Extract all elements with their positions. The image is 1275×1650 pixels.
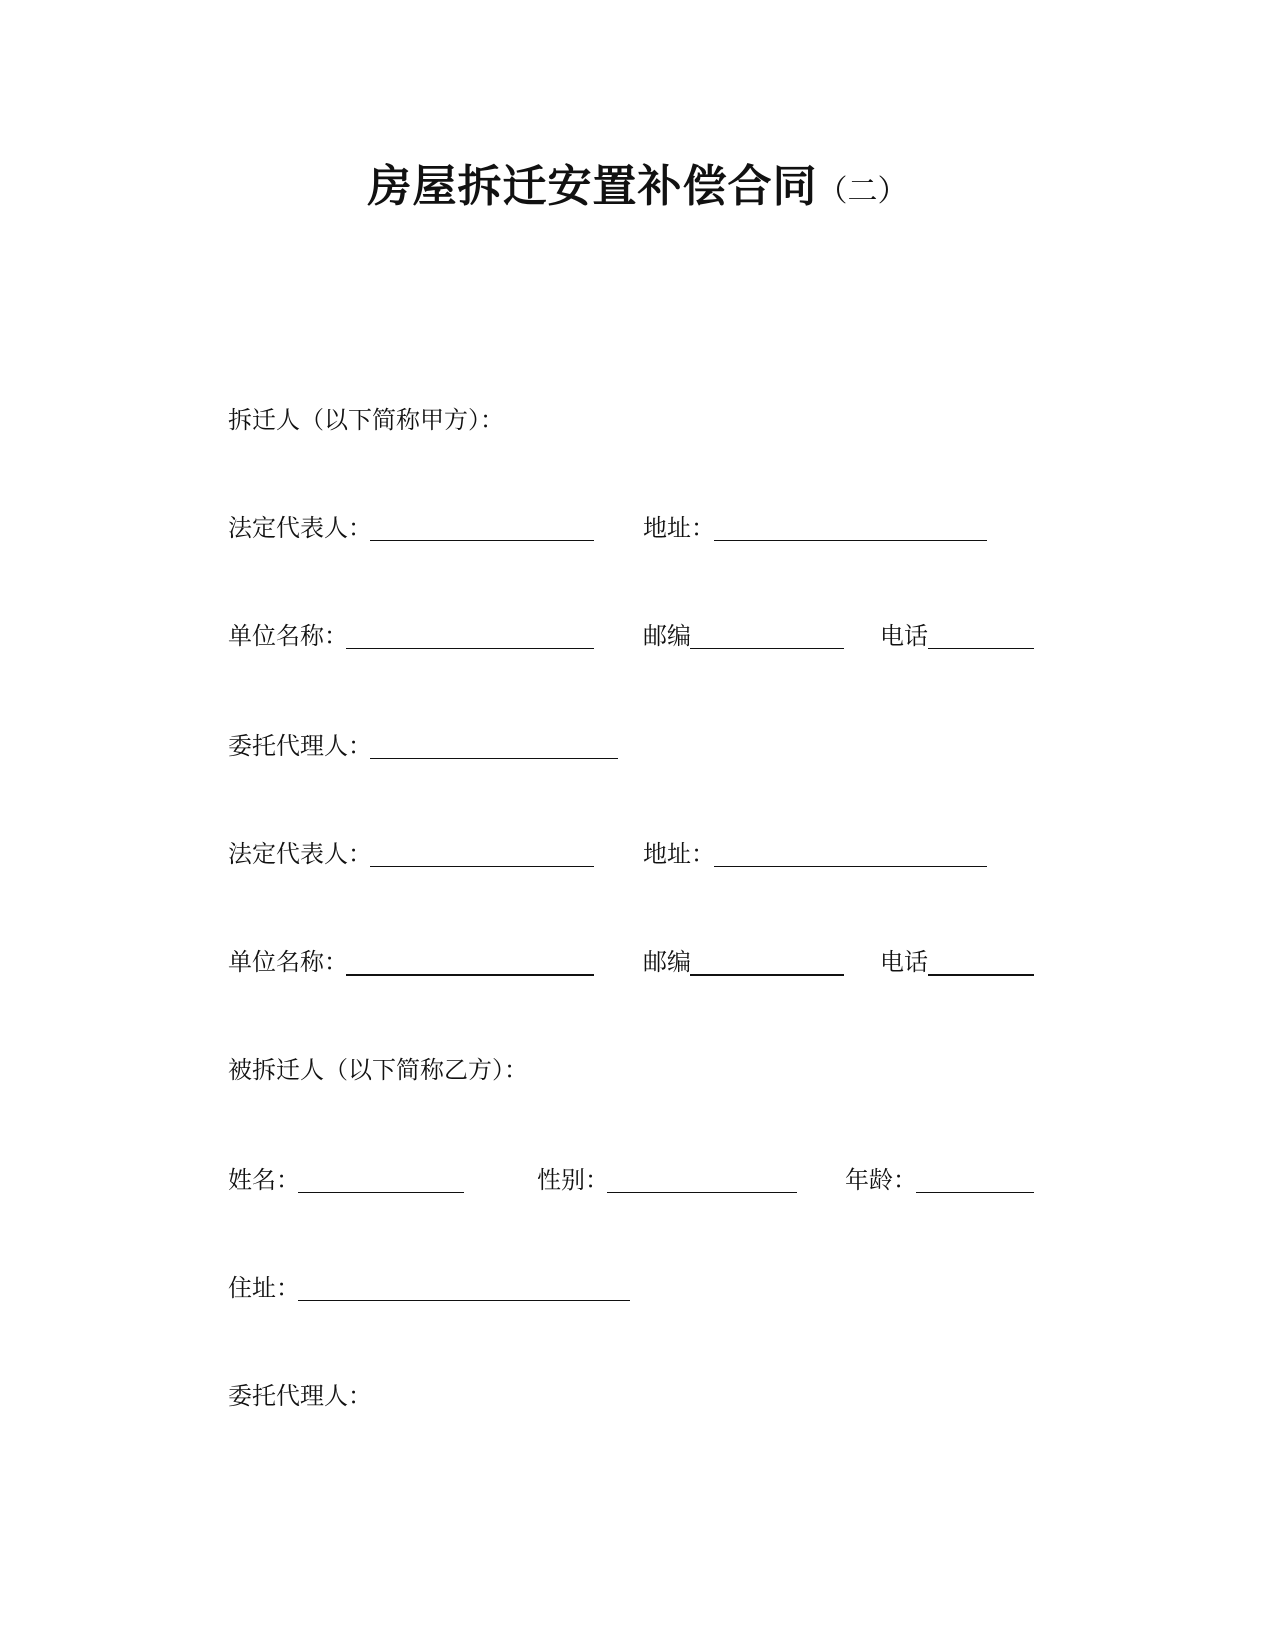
address-blank[interactable] xyxy=(714,866,987,867)
party-b-heading: 被拆迁人（以下简称乙方）： xyxy=(228,1056,528,1084)
unit-name-label: 单位名称： xyxy=(228,948,348,976)
residence-blank[interactable] xyxy=(298,1300,630,1301)
phone-blank[interactable] xyxy=(928,974,1034,976)
document-title xyxy=(0,150,1275,214)
agent-label: 委托代理人： xyxy=(228,1382,372,1410)
gender-blank[interactable] xyxy=(607,1192,797,1193)
legal-rep-blank[interactable] xyxy=(370,866,594,867)
address-blank[interactable] xyxy=(714,540,987,541)
phone-blank[interactable] xyxy=(928,648,1034,649)
agent-blank[interactable] xyxy=(370,758,618,759)
age-label: 年龄： xyxy=(845,1166,917,1194)
title-suffix: （二） xyxy=(817,174,908,209)
party-a-unit-row xyxy=(0,616,1275,656)
name-label: 姓名： xyxy=(228,1166,300,1194)
name-blank[interactable] xyxy=(298,1192,464,1193)
postcode-blank[interactable] xyxy=(690,974,844,976)
party-b-agent-row xyxy=(0,1376,1275,1416)
agent-label: 委托代理人： xyxy=(228,732,372,760)
second-unit-row xyxy=(0,942,1275,982)
title-main: 房屋拆迁安置补偿合同 xyxy=(367,161,818,212)
legal-rep-label: 法定代表人： xyxy=(228,840,372,868)
postcode-label: 邮编 xyxy=(643,622,691,650)
party-a-heading: 拆迁人（以下简称甲方）： xyxy=(228,406,504,434)
unit-name-label: 单位名称： xyxy=(228,622,348,650)
phone-label: 电话 xyxy=(880,622,928,650)
party-b-heading-row xyxy=(0,1050,1275,1090)
unit-name-blank[interactable] xyxy=(346,648,594,649)
postcode-blank[interactable] xyxy=(690,648,844,649)
address-label: 地址： xyxy=(643,514,715,542)
phone-label: 电话 xyxy=(880,948,928,976)
second-legal-rep-row xyxy=(0,834,1275,874)
postcode-label: 邮编 xyxy=(643,948,691,976)
address-label: 地址： xyxy=(643,840,715,868)
legal-rep-blank[interactable] xyxy=(370,540,594,541)
party-a-legal-rep-row xyxy=(0,508,1275,548)
party-b-personal-row xyxy=(0,1160,1275,1200)
legal-rep-label: 法定代表人： xyxy=(228,514,372,542)
party-a-agent-row xyxy=(0,726,1275,766)
age-blank[interactable] xyxy=(916,1192,1034,1193)
party-b-residence-row xyxy=(0,1268,1275,1308)
unit-name-blank[interactable] xyxy=(346,974,594,976)
gender-label: 性别： xyxy=(537,1166,609,1194)
party-a-heading-row xyxy=(0,400,1275,440)
residence-label: 住址： xyxy=(228,1274,300,1302)
